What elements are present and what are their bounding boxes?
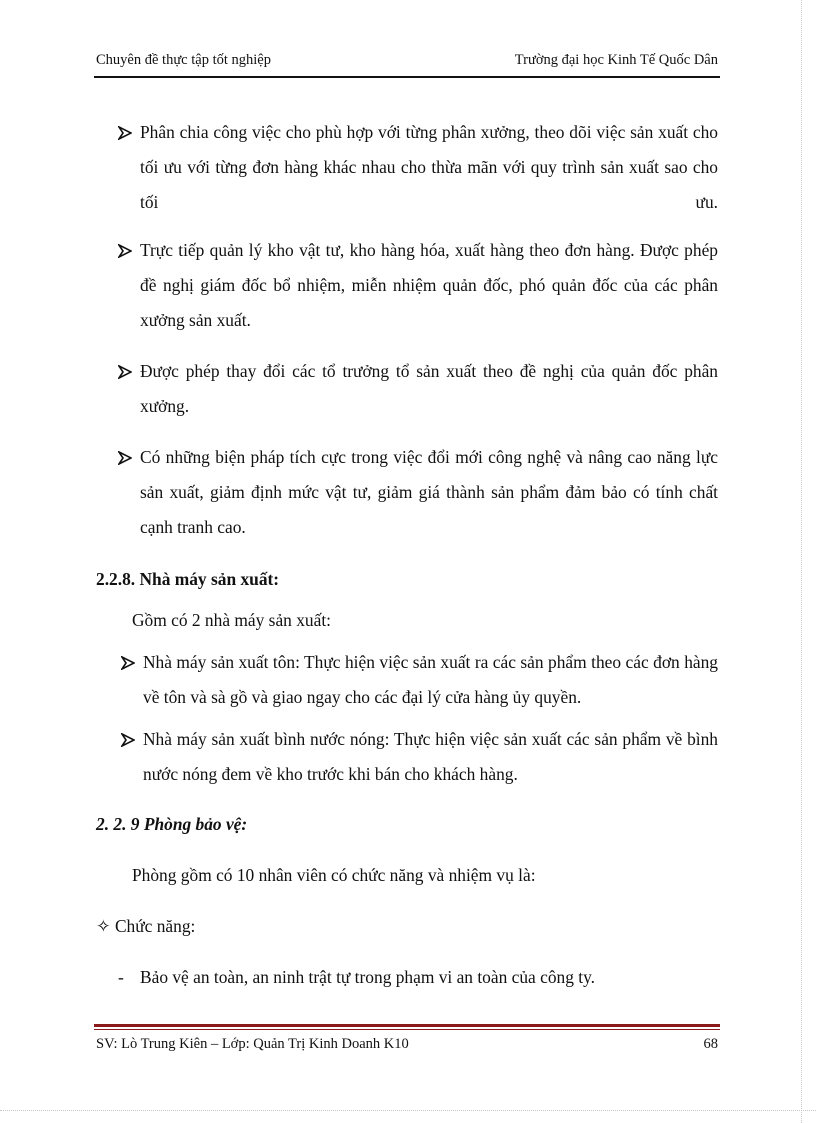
bullet-text: Nhà máy sản xuất bình nước nóng: Thực hiện việc sản xuất các sản phẩm về bình nước nóng đem về kho trước khi bán cho khách hàng. — [143, 729, 718, 784]
bullet-item — [118, 354, 718, 424]
footer-rule — [94, 1024, 720, 1027]
arrow-bullet-icon — [121, 722, 139, 757]
footer-student-info: SV: Lò Trung Kiên – Lớp: Quản Trị Kinh Doanh K10 — [96, 1036, 409, 1052]
bullet-item — [118, 115, 718, 220]
list-item-text: Bảo vệ an toàn, an ninh trật tự trong phạm vi an toàn của công ty. — [140, 967, 596, 987]
arrow-bullet-icon — [118, 440, 136, 475]
arrow-bullet-icon — [118, 233, 136, 268]
header-left: Chuyên đề thực tập tốt nghiệp — [96, 52, 271, 68]
arrow-bullet-icon — [118, 354, 136, 389]
header-rule — [94, 76, 720, 78]
bullet-text: Phân chia công việc cho phù hợp với từng phân xưởng, theo dõi việc sản xuất cho tối ưu với từng đơn hàng khác nhau cho thừa mãn với quy trình sản xuất sao cho tối ưu. — [140, 122, 718, 212]
page-header — [96, 52, 718, 74]
section-heading: 2.2.8. Nhà máy sản xuất: — [96, 569, 280, 589]
page-number: 68 — [703, 1036, 718, 1052]
header-right: Trường đại học Kinh Tế Quốc Dân — [514, 52, 718, 68]
bullet-text: Được phép thay đổi các tổ trưởng tổ sản xuất theo đề nghị của quản đốc phân xưởng. — [140, 361, 718, 416]
page-edge-right — [801, 0, 802, 1123]
bullet-item — [121, 722, 718, 792]
page-footer — [96, 1036, 718, 1058]
arrow-bullet-icon — [121, 645, 139, 680]
section-heading: 2. 2. 9 Phòng bảo vệ: — [96, 814, 248, 834]
arrow-bullet-icon — [118, 115, 136, 150]
bullet-text: Trực tiếp quản lý kho vật tư, kho hàng hóa, xuất hàng theo đơn hàng. Được phép đề nghị giám đốc bổ nhiệm, miễn nhiệm quản đốc, phó quản đốc của các phân xưởng sản xuất. — [140, 240, 718, 330]
dash-marker: - — [118, 967, 124, 987]
function-label-line — [96, 909, 195, 944]
bullet-item — [118, 440, 718, 545]
page-edge-bottom — [0, 1110, 816, 1111]
bullet-text: Có những biện pháp tích cực trong việc đổi mới công nghệ và nâng cao năng lực sản xuất, giảm định mức vật tư, giảm giá thành sản phẩm đảm bảo có tính chất cạnh tranh cao. — [140, 447, 718, 537]
function-label: Chức năng: — [114, 916, 196, 936]
list-item — [118, 960, 595, 995]
bullet-item — [121, 645, 718, 715]
section-intro: Phòng gồm có 10 nhân viên có chức năng và nhiệm vụ là: — [132, 865, 536, 885]
bullet-item — [118, 233, 718, 338]
section-intro: Gồm có 2 nhà máy sản xuất: — [132, 610, 331, 630]
four-point-star-icon: ✧ — [96, 916, 111, 936]
bullet-text: Nhà máy sản xuất tôn: Thực hiện việc sản xuất ra các sản phẩm theo các đơn hàng về tôn và sà gồ và giao ngay cho các đại lý cửa hàng ủy quyền. — [143, 652, 718, 707]
footer-rule-thin — [94, 1029, 720, 1030]
